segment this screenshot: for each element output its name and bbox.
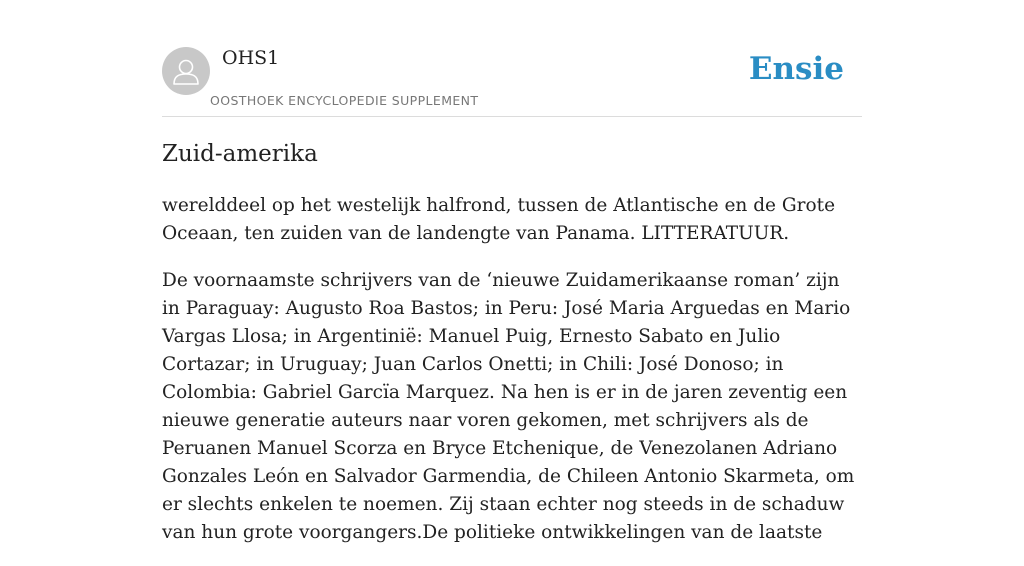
source-label: OOSTHOEK ENCYCLOPEDIE SUPPLEMENT [210, 93, 479, 108]
user-icon [162, 47, 210, 95]
article-title: Zuid-amerika [162, 141, 318, 167]
article-paragraph: De voornaamste schrijvers van de ‘nieuwe Zuidamerikaanse roman’ zijn in Paraguay: Augusto Roa Bastos; in Peru: José Maria Arguedas en Mario Vargas Llosa; in Argentinië: Manuel Puig, Ernesto Sabato en Julio Cortazar; in Uruguay; Juan Carlos Onetti; in Chili: José Donoso; in Colombia: Gabriel Garcïa Marquez. Na hen is er in de jaren zeventig een nieuwe generatie auteurs naar voren gekomen, met schrijvers als de Peruanen Manuel Scorza en Bryce Etchenique, de Venezolanen Adriano Gonzales León en Salvador Garmendia, de Chileen Antonio Skarmeta, om er slechts enkelen te noemen. Zij staan echter nog steeds in de schaduw van hun grote voorgangers.De politieke ontwikkelingen van de laatste [162, 270, 855, 543]
article-paragraph: werelddeel op het westelijk halfrond, tussen de Atlantische en de Grote Oceaan, ten zuiden van de landengte van Panama. LITTERATUUR. [162, 195, 836, 244]
avatar[interactable] [162, 47, 210, 95]
article-header [162, 46, 862, 117]
article-body [162, 192, 862, 566]
author-name[interactable]: OHS1 [222, 47, 280, 69]
brand-logo[interactable]: Ensie [748, 51, 844, 87]
